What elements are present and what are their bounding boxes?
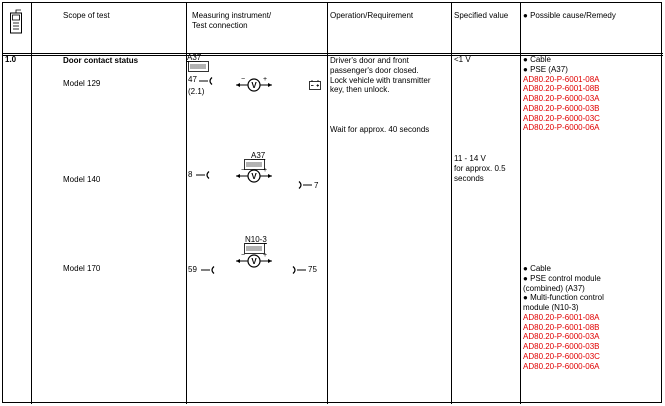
voltmeter-icon xyxy=(236,77,272,93)
specified-line: seconds xyxy=(454,173,484,183)
voltmeter-icon xyxy=(236,168,272,184)
header-operation: Operation/Requirement xyxy=(330,11,414,20)
section-title: Door contact status xyxy=(63,56,139,65)
header-instrument xyxy=(192,11,271,31)
svg-text:+: + xyxy=(262,168,268,174)
cause-item: ● PSE control module xyxy=(523,273,601,283)
pin-right: 7 xyxy=(314,181,319,190)
remedy-link[interactable]: AD80.20-P-6000-06A xyxy=(523,123,600,133)
pin-left: 47 xyxy=(188,75,197,84)
col-rule xyxy=(520,2,521,404)
pin-left: 59 xyxy=(188,265,197,274)
cause-list xyxy=(523,55,600,133)
model-label: Model 170 xyxy=(63,264,101,273)
connector-label: A37 xyxy=(251,151,266,160)
header-cause-label: Possible cause/Remedy xyxy=(530,11,616,20)
svg-text:+: + xyxy=(262,253,268,259)
remedy-link[interactable]: AD80.20-P-6001-08B xyxy=(523,84,600,94)
pin-left: 8 xyxy=(188,170,193,179)
remedy-link[interactable]: AD80.20-P-6001-08B xyxy=(523,322,600,332)
cause-item: ● Multi-function control xyxy=(523,293,604,303)
connector-label: A37 xyxy=(187,53,202,62)
pin-left-note: (2.1) xyxy=(188,87,205,96)
voltmeter-symbol: V xyxy=(251,257,257,266)
operation-line: passenger's door closed. xyxy=(330,65,419,75)
connector-label: N10-3 xyxy=(245,235,267,244)
cause-item: ● Cable xyxy=(523,264,551,273)
operation-line: Driver's door and front xyxy=(330,56,409,65)
svg-text:+: + xyxy=(262,77,268,83)
header-scope: Scope of test xyxy=(63,11,110,20)
operation-line: Lock vehicle with transmitter xyxy=(330,75,431,85)
voltmeter-icon xyxy=(236,253,272,269)
cause-item: ● PSE (A37) xyxy=(523,64,568,74)
plug-left-icon xyxy=(201,266,215,274)
specified-value xyxy=(454,154,506,183)
specified-line: for approx. 0.5 xyxy=(454,163,506,173)
voltmeter-symbol: V xyxy=(251,172,257,181)
svg-text:−: − xyxy=(240,168,246,174)
header-rule xyxy=(2,53,663,54)
model-label: Model 129 xyxy=(63,79,101,88)
cause-item: module (N10-3) xyxy=(523,303,579,312)
remedy-link[interactable]: AD80.20-P-6000-03C xyxy=(523,113,600,123)
col-rule xyxy=(451,2,452,404)
connector-box-icon xyxy=(188,61,210,73)
header-cause: ● Possible cause/Remedy xyxy=(523,11,616,20)
plug-right-icon xyxy=(298,181,312,189)
section-number: 1.0 xyxy=(5,55,17,64)
svg-text:−: − xyxy=(240,77,246,83)
remedy-link[interactable]: AD80.20-P-6000-03A xyxy=(523,332,600,342)
plug-right-icon xyxy=(292,266,306,274)
remedy-link[interactable]: AD80.20-P-6000-06A xyxy=(523,361,600,371)
remedy-link[interactable]: AD80.20-P-6001-08A xyxy=(523,74,600,84)
pin-right: 75 xyxy=(308,265,317,274)
specified-line: 11 - 14 V xyxy=(454,154,486,163)
wait-text: Wait for approx. 40 seconds xyxy=(330,125,430,134)
tester-device-icon xyxy=(9,9,24,35)
operation-line: key, then unlock. xyxy=(330,85,390,95)
cause-list xyxy=(523,264,604,371)
remedy-link[interactable]: AD80.20-P-6000-03B xyxy=(523,342,600,351)
plug-left-icon xyxy=(196,171,210,179)
header-instrument-line2: Test connection xyxy=(192,20,248,30)
model-label: Model 140 xyxy=(63,175,101,184)
cause-item: (combined) (A37) xyxy=(523,283,585,293)
voltmeter-symbol: V xyxy=(251,81,257,90)
plug-left-icon xyxy=(199,77,213,85)
remedy-link[interactable]: AD80.20-P-6000-03C xyxy=(523,351,600,361)
remedy-link[interactable]: AD80.20-P-6000-03A xyxy=(523,94,600,103)
header-specified: Specified value xyxy=(454,11,509,20)
remedy-link[interactable]: AD80.20-P-6001-08A xyxy=(523,312,600,322)
col-rule xyxy=(31,2,32,404)
remedy-link[interactable]: AD80.20-P-6000-03B xyxy=(523,103,600,113)
col-rule xyxy=(327,2,328,404)
battery-icon xyxy=(309,80,321,90)
svg-text:−: − xyxy=(240,253,246,259)
header-instrument-line1: Measuring instrument/ xyxy=(192,11,272,20)
operation-text xyxy=(330,56,430,95)
specified-value: <1 V xyxy=(454,55,471,64)
cause-item: ● Cable xyxy=(523,55,551,64)
